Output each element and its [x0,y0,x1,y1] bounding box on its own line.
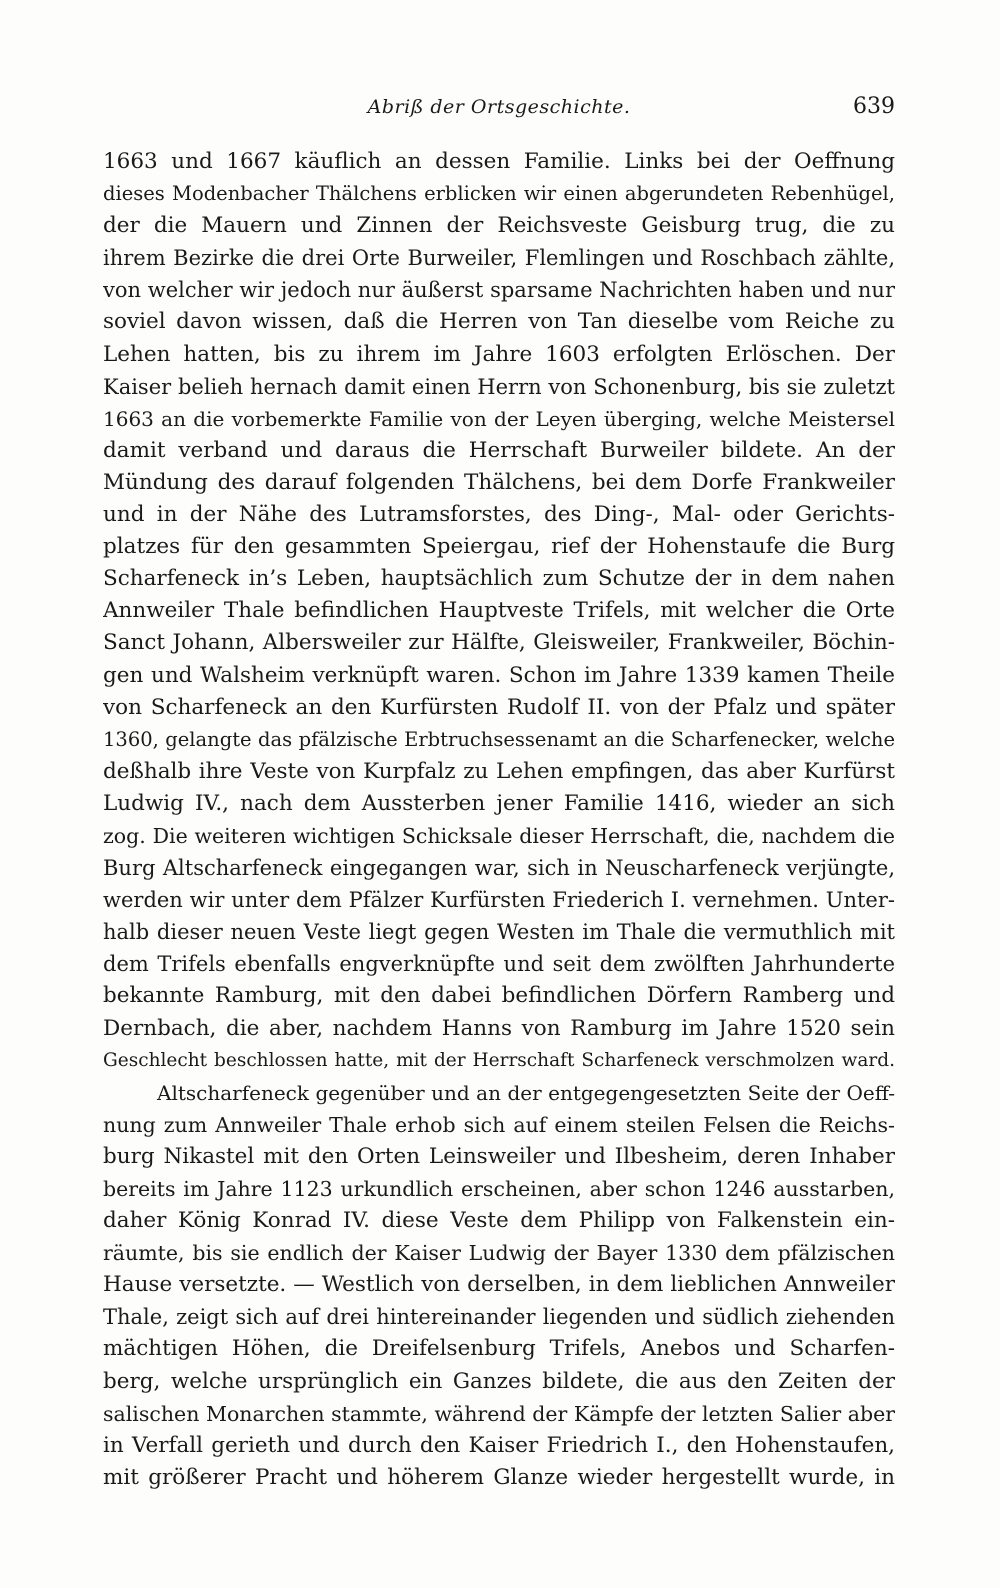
text-line: räumte, bis sie endlich der Kaiser Ludwig der Bayer 1330 dem pfälzischen [103,1241,895,1266]
text-line: zog. Die weiteren wichtigen Schicksale dieser Herrschaft, die, nachdem die [103,823,895,848]
text-line: Mündung des darauf folgenden Thälchens, bei dem Dorfe Frankweiler [103,469,895,495]
text-line: burg Nikastel mit den Orten Leinsweiler und Ilbesheim, deren Inhaber [103,1143,895,1169]
text-line: Hause versetzte. — Westlich von derselben, in dem lieblichen Annweiler [103,1272,895,1298]
text-line: berg, welche ursprünglich ein Ganzes bildete, die aus den Zeiten der [103,1368,895,1394]
text-line: werden wir unter dem Pfälzer Kurfürsten Friederich I. vernehmen. Unter- [103,888,895,913]
text-line: von welcher wir jedoch nur äußerst sparsame Nachrichten haben und nur [103,278,895,303]
body-text [103,146,895,1494]
text-line: ihrem Bezirke die drei Orte Burweiler, Flemlingen und Roschbach zählte, [103,246,895,271]
text-line: soviel davon wissen, daß die Herren von Tan dieselbe vom Reiche zu [103,309,895,335]
text-line: Lehen hatten, bis zu ihrem im Jahre 1603 erfolgten Erlöschen. Der [103,341,895,367]
text-line: Kaiser belieh hernach damit einen Herrn von Schonenburg, bis sie zuletzt [103,374,895,399]
text-line: salischen Monarchen stammte, während der Kämpfe der letzten Salier aber [103,1401,895,1426]
text-line: damit verband und daraus die Herrschaft Burweiler bildete. An der [103,437,895,463]
text-line: dem Trifels ebenfalls engverknüpfte und seit dem zwölften Jahrhunderte [103,952,895,977]
text-line: Sanct Johann, Albersweiler zur Hälfte, Gleisweiler, Frankweiler, Böchin- [103,630,895,656]
text-line: Burg Altscharfeneck eingegangen war, sich in Neuscharfeneck verjüngte, [103,856,895,881]
text-line: deßhalb ihre Veste von Kurpfalz zu Lehen empfingen, das aber Kurfürst [103,758,895,784]
running-head [103,96,895,130]
text-line: der die Mauern und Zinnen der Reichsveste Geisburg trug, die zu [103,213,895,239]
text-line: mit größerer Pracht und höherem Glanze wieder hergestellt wurde, in [103,1464,895,1490]
text-line: Ludwig IV., nach dem Aussterben jener Familie 1416, wieder an sich [103,790,895,816]
paragraph-first-line: Altscharfeneck gegenüber und an der entgegengesetzten Seite der Oeff- [157,1080,895,1105]
text-line: Thale, zeigt sich auf drei hintereinander liegenden und südlich ziehenden [103,1305,895,1330]
text-line: Dernbach, die aber, nachdem Hanns von Ramburg im Jahre 1520 sein [103,1015,895,1041]
text-line: bekannte Ramburg, mit den dabei befindlichen Dörfern Ramberg und [103,983,895,1009]
page-number: 639 [853,94,895,119]
text-line: dieses Modenbacher Thälchens erblicken wir einen abgerundeten Rebenhügel, [103,182,895,206]
text-line: daher König Konrad IV. diese Veste dem Philipp von Falkenstein ein- [103,1208,895,1234]
text-line: Scharfeneck in’s Leben, hauptsächlich zum Schutze der in dem nahen [103,566,895,592]
text-line: von Scharfeneck an den Kurfürsten Rudolf II. von der Pfalz und später [103,694,895,720]
running-title: Abriß der Ortsgeschichte. [367,96,631,118]
text-line: mächtigen Höhen, die Dreifelsenburg Trifels, Anebos und Scharfen- [103,1336,895,1362]
text-line: nung zum Annweiler Thale erhob sich auf einem steilen Felsen die Reichs- [103,1112,895,1137]
text-line: bereits im Jahre 1123 urkundlich erscheinen, aber schon 1246 ausstarben, [103,1177,895,1201]
text-line: 1663 an die vorbemerkte Familie von der Leyen überging, welche Meistersel [103,406,895,431]
text-line: platzes für den gesammten Speiergau, rief der Hohenstaufe die Burg [103,534,895,560]
text-line: Annweiler Thale befindlichen Hauptveste Trifels, mit welcher die Orte [103,598,895,624]
text-line: 1360, gelangte das pfälzische Erbtruchsessenamt an die Scharfenecker, welche [103,727,895,751]
text-line: in Verfall gerieth und durch den Kaiser Friedrich I., den Hohenstaufen, [103,1432,895,1458]
text-line: 1663 und 1667 käuflich an dessen Familie. Links bei der Oeffnung [103,149,895,174]
text-line: gen und Walsheim verknüpft waren. Schon im Jahre 1339 kamen Theile [103,662,895,688]
text-line: Geschlecht beschlossen hatte, mit der Herrschaft Scharfeneck verschmolzen ward. [103,1049,895,1071]
text-line: halb dieser neuen Veste liegt gegen Westen im Thale die vermuthlich mit [103,920,895,945]
text-line: und in der Nähe des Lutramsforstes, des Ding-, Mal- oder Gerichts- [103,502,895,528]
